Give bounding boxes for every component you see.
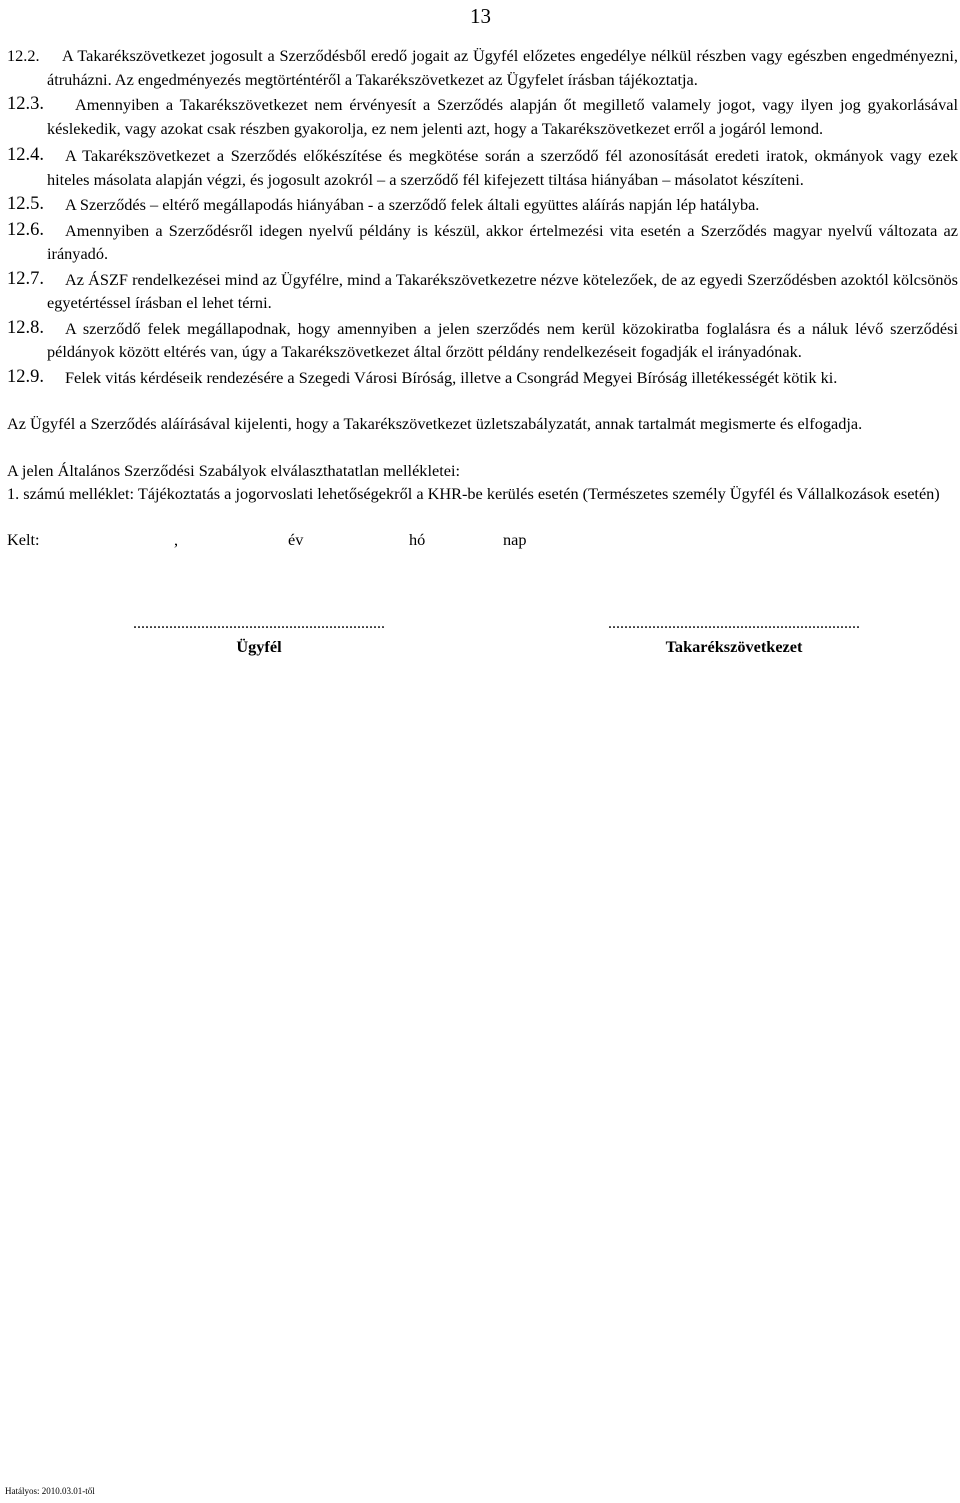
clause-12-6 [7, 219, 958, 266]
clause-text: Amennyiben a Szerződésről idegen nyelvű példány is készül, akkor értelmezési vita esetén a Szerződés magyar nyelvű változata az irányadó. [47, 220, 958, 263]
date-year: év [288, 529, 304, 549]
clause-text: Felek vitás kérdéseik rendezésére a Szegedi Városi Bíróság, illetve a Csongrád Megyei Bíróság illetékességét kötik ki. [65, 367, 838, 387]
client-signature-label: Ügyfél [236, 637, 282, 656]
clause-12-3 [7, 93, 958, 140]
clause-12-8 [7, 317, 958, 364]
declaration-paragraph: Az Ügyfél a Szerződés aláírásával kijelenti, hogy a Takarékszövetkezet üzletszabályzatát, annak tartalmát megismerte és elfogadja. [7, 414, 863, 433]
bank-signature [583, 612, 885, 659]
bank-signature-label: Takarékszövetkezet [665, 637, 803, 656]
clause-number: 12.8. [7, 317, 44, 338]
clause-number: 12.4. [7, 145, 44, 165]
clause-text: Amennyiben a Takarékszövetkezet nem érvényesít a Szerződés alapján őt megillető valamely jogot, vagy ilyen jog gyakorlásával késlekedik, vagy azokat csak részben gyakorolja, ez nem jelenti azt, hogy a Takarékszövetkezet erről a jogáról lemond. [47, 95, 958, 138]
signature-line: ............................................................... [133, 614, 385, 632]
clause-text: A Takarékszövetkezet a Szerződés előkészítése és megkötése során a szerződő fél azonosítását eredeti iratok, okmányok vagy ezek hiteles másolata alapján végzi, és jogosult azokról – a szerződő fél kifejezett tiltása hiányában – másolatot készíteni. [47, 146, 958, 189]
signature-block [7, 612, 958, 672]
clause-number: 12.2. [7, 46, 40, 65]
clause-12-9 [7, 366, 958, 390]
footer-effective-date: Hatályos: 2010.03.01-től [5, 1486, 95, 1496]
clause-text: A Szerződés – eltérő megállapodás hiányában - a szerződő felek általi együttes aláírás napján lép hatályba. [65, 195, 760, 214]
clause-number: 12.5. [7, 194, 44, 214]
date-month: hó [409, 529, 426, 549]
clause-number: 12.7. [7, 268, 44, 289]
clause-12-5 [7, 193, 958, 217]
date-line [7, 528, 958, 552]
annex-heading: A jelen Általános Szerződési Szabályok elválaszthatatlan mellékletei: [7, 460, 460, 480]
date-day: nap [503, 529, 527, 549]
clause-text: A szerződő felek megállapodnak, hogy amennyiben a jelen szerződés nem kerül közokiratba foglalásra és a náluk lévő szerződési példányok között eltérés van, úgy a Takarékszövetkezet által őrzött példány rendelkezéseit fogadják el irányadónak. [47, 318, 958, 361]
clause-12-2 [7, 44, 958, 91]
clause-12-7 [7, 268, 958, 315]
clause-text: Az ÁSZF rendelkezései mind az Ügyfélre, mind a Takarékszövetkezetre nézve kötelezőek, de az egyedi Szerződésben azoktól kölcsönös egyetértéssel írásban el lehet térni. [47, 269, 958, 312]
clause-number: 12.9. [7, 366, 44, 387]
clause-text: A Takarékszövetkezet jogosult a Szerződésből eredő jogait az Ügyfél előzetes engedélye nélkül részben vagy egészben engedményezni, átruházni. Az engedményezés megtörténtéről a Takarékszövetkezet az Ügyfelet írásban tájékoztatja. [47, 46, 958, 89]
document-body [7, 44, 958, 672]
page-number: 13 [470, 4, 491, 28]
clause-number: 12.6. [7, 219, 44, 240]
client-signature [108, 612, 410, 659]
annex-item: 1. számú melléklet: Tájékoztatás a jogorvoslati lehetőségekről a KHR-be kerülés esetén (Természetes személy Ügyfél és Vállalkozások esetén) [7, 484, 940, 503]
clause-12-4 [7, 144, 958, 191]
signature-line: ............................................................... [608, 614, 860, 632]
clause-number: 12.3. [7, 94, 44, 114]
date-comma: , [174, 529, 179, 549]
date-label: Kelt: [7, 529, 40, 549]
